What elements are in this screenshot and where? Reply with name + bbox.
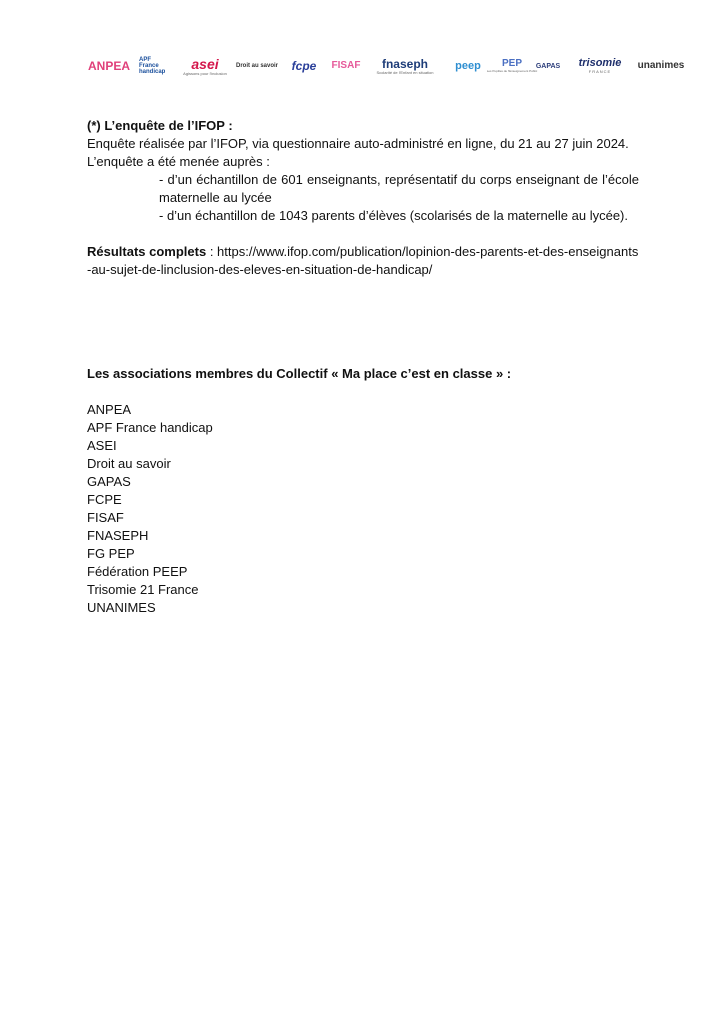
results-paragraph [87,243,639,279]
list-item: Droit au savoir [87,456,171,471]
list-item: ANPEA [87,402,132,417]
results-label: Résultats complets [87,244,207,259]
pep-logo: PEP Les Pupilles de l'Enseignement Public [486,58,538,73]
fisaf-logo: FISAF [331,60,361,71]
survey-heading: (*) L’enquête de l’IFOP : [87,118,233,133]
list-item: APF France handicap [87,420,213,435]
survey-sample-intro: L’enquête a été menée auprès : [87,154,270,169]
list-item: ASEI [87,438,117,453]
results-url: https://www.ifop.com/publication/lopinion-des-parents-et-des-enseignants-au-sujet-de-linclusion-des-eleves-en-situation-de-handicap/ [87,244,639,277]
partner-logos-banner [85,48,707,84]
gapas-logo: GAPAS [535,62,561,70]
list-item: FISAF [87,510,124,525]
members-list [87,401,639,617]
list-item: FG PEP [87,546,135,561]
list-item: UNANIMES [87,600,156,615]
fcpe-logo: fcpe [291,59,317,73]
list-item: Fédération PEEP [87,564,188,579]
peep-logo: peep [455,59,481,72]
document-body [87,117,639,617]
survey-description: Enquête réalisée par l’IFOP, via questionnaire auto-administré en ligne, du 21 au 27 juin 2024. [87,136,629,151]
list-item: FNASEPH [87,528,149,543]
unanimes-logo: unanimes [637,60,685,71]
droit-au-savoir-logo: Droit au savoir [235,63,278,69]
list-item: FCPE [87,492,122,507]
survey-sample-teachers: - d’un échantillon de 601 enseignants, représentatif du corps enseignant de l’école maternelle au lycée [159,172,639,205]
survey-sample-parents: - d’un échantillon de 1043 parents d’élèves (scolarisés de la maternelle au lycée). [159,208,628,223]
members-heading: Les associations membres du Collectif « Ma place c’est en classe » : [87,366,512,381]
results-separator: : [206,244,218,259]
trisomie-21-france-logo: trisomie FRANCE [578,57,622,74]
anpea-logo: ANPEA [87,59,130,73]
fnaseph-logo: fnaseph Scolarité de l'Enfant en situation [376,56,434,75]
asei-logo: asei Agissons pour l'inclusion [183,55,227,76]
apf-france-handicap-logo: APF France handicap [139,57,166,75]
list-item: Trisomie 21 France [87,582,199,597]
list-item: GAPAS [87,474,131,489]
